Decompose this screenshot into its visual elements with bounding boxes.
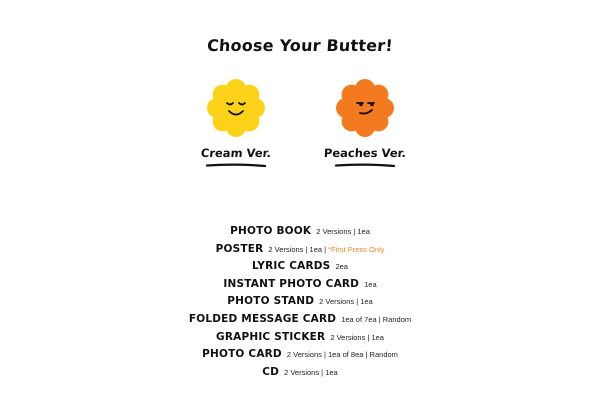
item-name: FOLDED MESSAGE CARD: [188, 312, 337, 325]
item-name: PHOTO CARD: [202, 348, 282, 361]
contents-list: [0, 220, 600, 378]
list-item: [0, 238, 600, 256]
list-item: [0, 308, 600, 326]
orange-smirking-flower-icon: [333, 76, 397, 140]
list-item: [0, 290, 600, 308]
brush-underline: [334, 162, 396, 169]
item-name: CD: [262, 365, 280, 378]
yellow-smiling-flower-icon: [204, 76, 268, 140]
item-name: GRAPHIC STICKER: [216, 330, 326, 343]
list-item: [0, 326, 600, 344]
list-item: [0, 220, 600, 238]
list-item: [0, 361, 600, 379]
version-label-cream: Cream Ver.: [200, 146, 272, 160]
item-name: PHOTO BOOK: [230, 225, 312, 237]
list-item: [0, 273, 600, 291]
first-press-note: *First Press Only: [328, 244, 385, 254]
version-cream: [181, 76, 291, 169]
item-name: LYRIC CARDS: [252, 260, 331, 273]
item-name: INSTANT PHOTO CARD: [223, 277, 360, 290]
version-peaches: [310, 76, 420, 169]
list-item: [0, 255, 600, 273]
list-item: [0, 343, 600, 361]
page-title: Choose Your Butter!: [206, 36, 394, 55]
item-detail: 2 Versions | 1ea |: [268, 244, 329, 254]
item-detail: 2ea: [335, 262, 348, 272]
version-label-peaches: Peaches Ver.: [323, 146, 407, 160]
item-detail: 1ea: [364, 279, 377, 289]
item-detail: 2 Versions | 1ea: [284, 367, 338, 377]
item-detail: 2 Versions | 1ea: [316, 227, 370, 236]
item-name: POSTER: [215, 242, 264, 255]
item-detail: 1ea of 7ea | Random: [341, 314, 412, 324]
item-detail: 2 Versions | 1ea of 8ea | Random: [286, 350, 398, 360]
brush-underline: [205, 162, 267, 169]
item-detail: 2 Versions | 1ea: [319, 297, 373, 307]
item-detail: 2 Versions | 1ea: [330, 332, 384, 342]
item-name: PHOTO STAND: [227, 295, 315, 308]
